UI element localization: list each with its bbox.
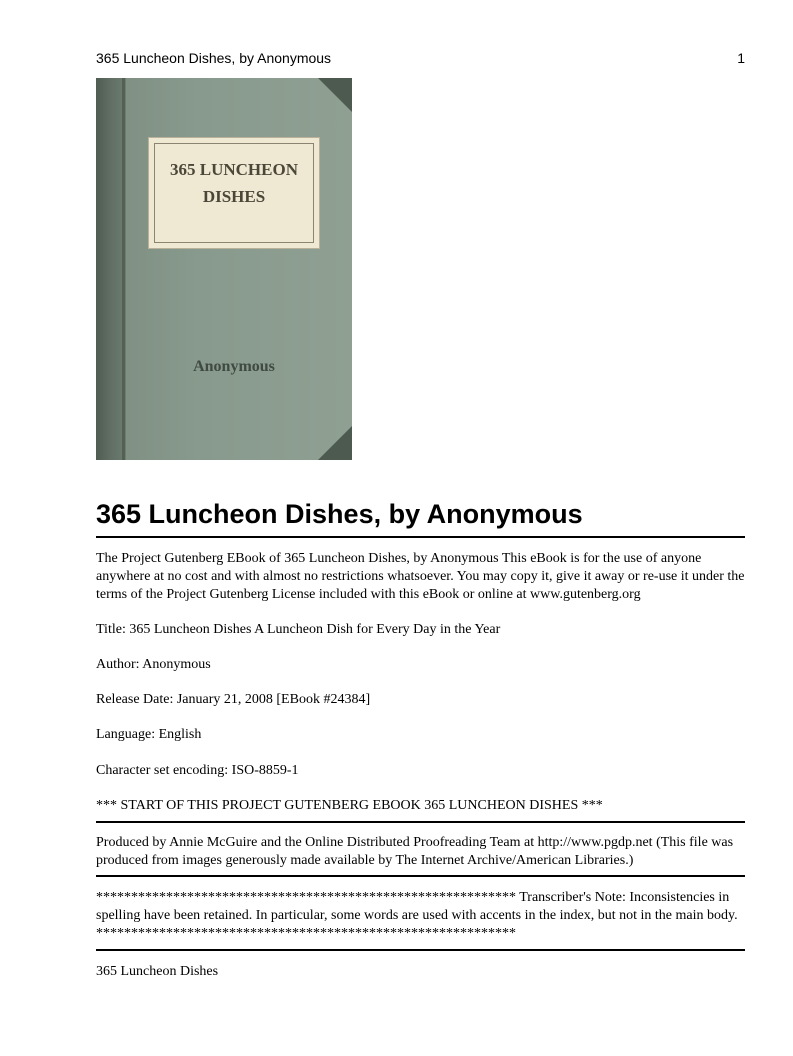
- cover-title-label: [148, 137, 320, 249]
- transcriber-note: ************************************************************ Transcriber's Note: Inconsistencies in spelling have been retained. In particular, some words are used with accents in the index, but not in the main body. ************************************************************: [96, 890, 738, 941]
- produced-by-paragraph: Produced by Annie McGuire and the Online Distributed Proofreading Team at http://www.pgdp.net (This file was produced from images generously made available by The Internet Archive/American Libraries.): [96, 835, 734, 868]
- title-line: Title: 365 Luncheon Dishes A Luncheon Dish for Every Day in the Year: [96, 622, 501, 637]
- running-header: [96, 49, 745, 67]
- produced-divider: [96, 875, 745, 877]
- cover-corner-top: [318, 78, 352, 112]
- charset-line: Character set encoding: ISO-8859-1: [96, 763, 299, 778]
- cover-title-line2: DISHES: [202, 187, 266, 206]
- document-title: 365 Luncheon Dishes, by Anonymous: [96, 499, 583, 529]
- page-number: 1: [737, 50, 745, 66]
- start-divider: [96, 821, 745, 823]
- author-line: Author: Anonymous: [96, 657, 211, 672]
- note-divider: [96, 949, 745, 951]
- running-header-title: 365 Luncheon Dishes, by Anonymous: [96, 50, 332, 66]
- cover-corner-bottom: [318, 426, 352, 460]
- language-line: Language: English: [96, 727, 202, 742]
- intro-paragraph: The Project Gutenberg EBook of 365 Luncheon Dishes, by Anonymous This eBook is for the use of anyone anywhere at no cost and with almost no restrictions whatsoever. You may copy it, give it away or re-use it under the terms of the Project Gutenberg License included with this eBook or online at www.gutenberg.org: [96, 551, 745, 602]
- title-divider: [96, 536, 745, 538]
- release-date-line: Release Date: January 21, 2008 [EBook #24384]: [96, 692, 371, 707]
- cover-author: Anonymous: [193, 358, 275, 375]
- book-cover-image: [96, 78, 352, 460]
- start-marker-line: *** START OF THIS PROJECT GUTENBERG EBOOK 365 LUNCHEON DISHES ***: [96, 798, 603, 813]
- cover-title-line1: 365 LUNCHEON: [170, 160, 298, 179]
- closing-line: 365 Luncheon Dishes: [96, 964, 219, 979]
